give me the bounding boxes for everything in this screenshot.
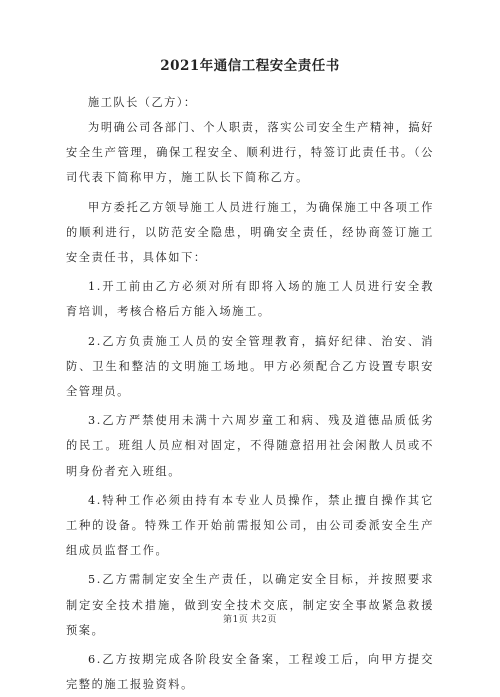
paragraph-intro: 为明确公司各部门、个人职责，落实公司安全生产精神，搞好安全生产管理，确保工程安全、顺利进行，特签订此责任书。（公司代表下简称甲方，施工队长下简称乙方。	[66, 121, 434, 185]
clause-3: 3.乙方严禁使用未满十六周岁童工和病、残及道德品质低劣的民工。班组人员应相对固定，不得随意招用社会闲散人员或不明身份者充入班组。	[66, 414, 434, 478]
document-title: 2021年通信工程安全责任书	[160, 58, 340, 74]
paragraph-commission: 甲方委托乙方领导施工人员进行施工，为确保施工中各项工作的顺利进行，以防范安全隐患，明确安全责任，经协商签订施工安全责任书，具体如下：	[66, 200, 434, 265]
clause-1: 1.开工前由乙方必须对所有即将入场的施工人员进行安全教育培训，考核合格后方能入场施工。	[66, 280, 434, 319]
clause-4: 4.特种工作必须由持有本专业人员操作，禁止擅自操作其它工种的设备。特殊工作开始前需报知公司，由公司委派安全生产组成员监督工作。	[66, 493, 434, 558]
salutation: 施工队长（乙方）：	[88, 96, 197, 109]
clause-2: 2.乙方负责施工人员的安全管理教育，搞好纪律、治安、消防、卫生和整洁的文明施工场地。甲方必须配合乙方设置专职安全管理员。	[66, 334, 434, 399]
page-indicator: 第1页 共2页	[223, 615, 277, 625]
clause-6: 6.乙方按期完成各阶段安全备案，工程竣工后，向甲方提交完整的施工报验资料。	[66, 653, 434, 692]
clause-5: 5.乙方需制定安全生产责任，以确定安全目标，并按照要求制定安全技术措施，做到安全技术交底，制定安全事故紧急救援预案。	[66, 573, 434, 637]
